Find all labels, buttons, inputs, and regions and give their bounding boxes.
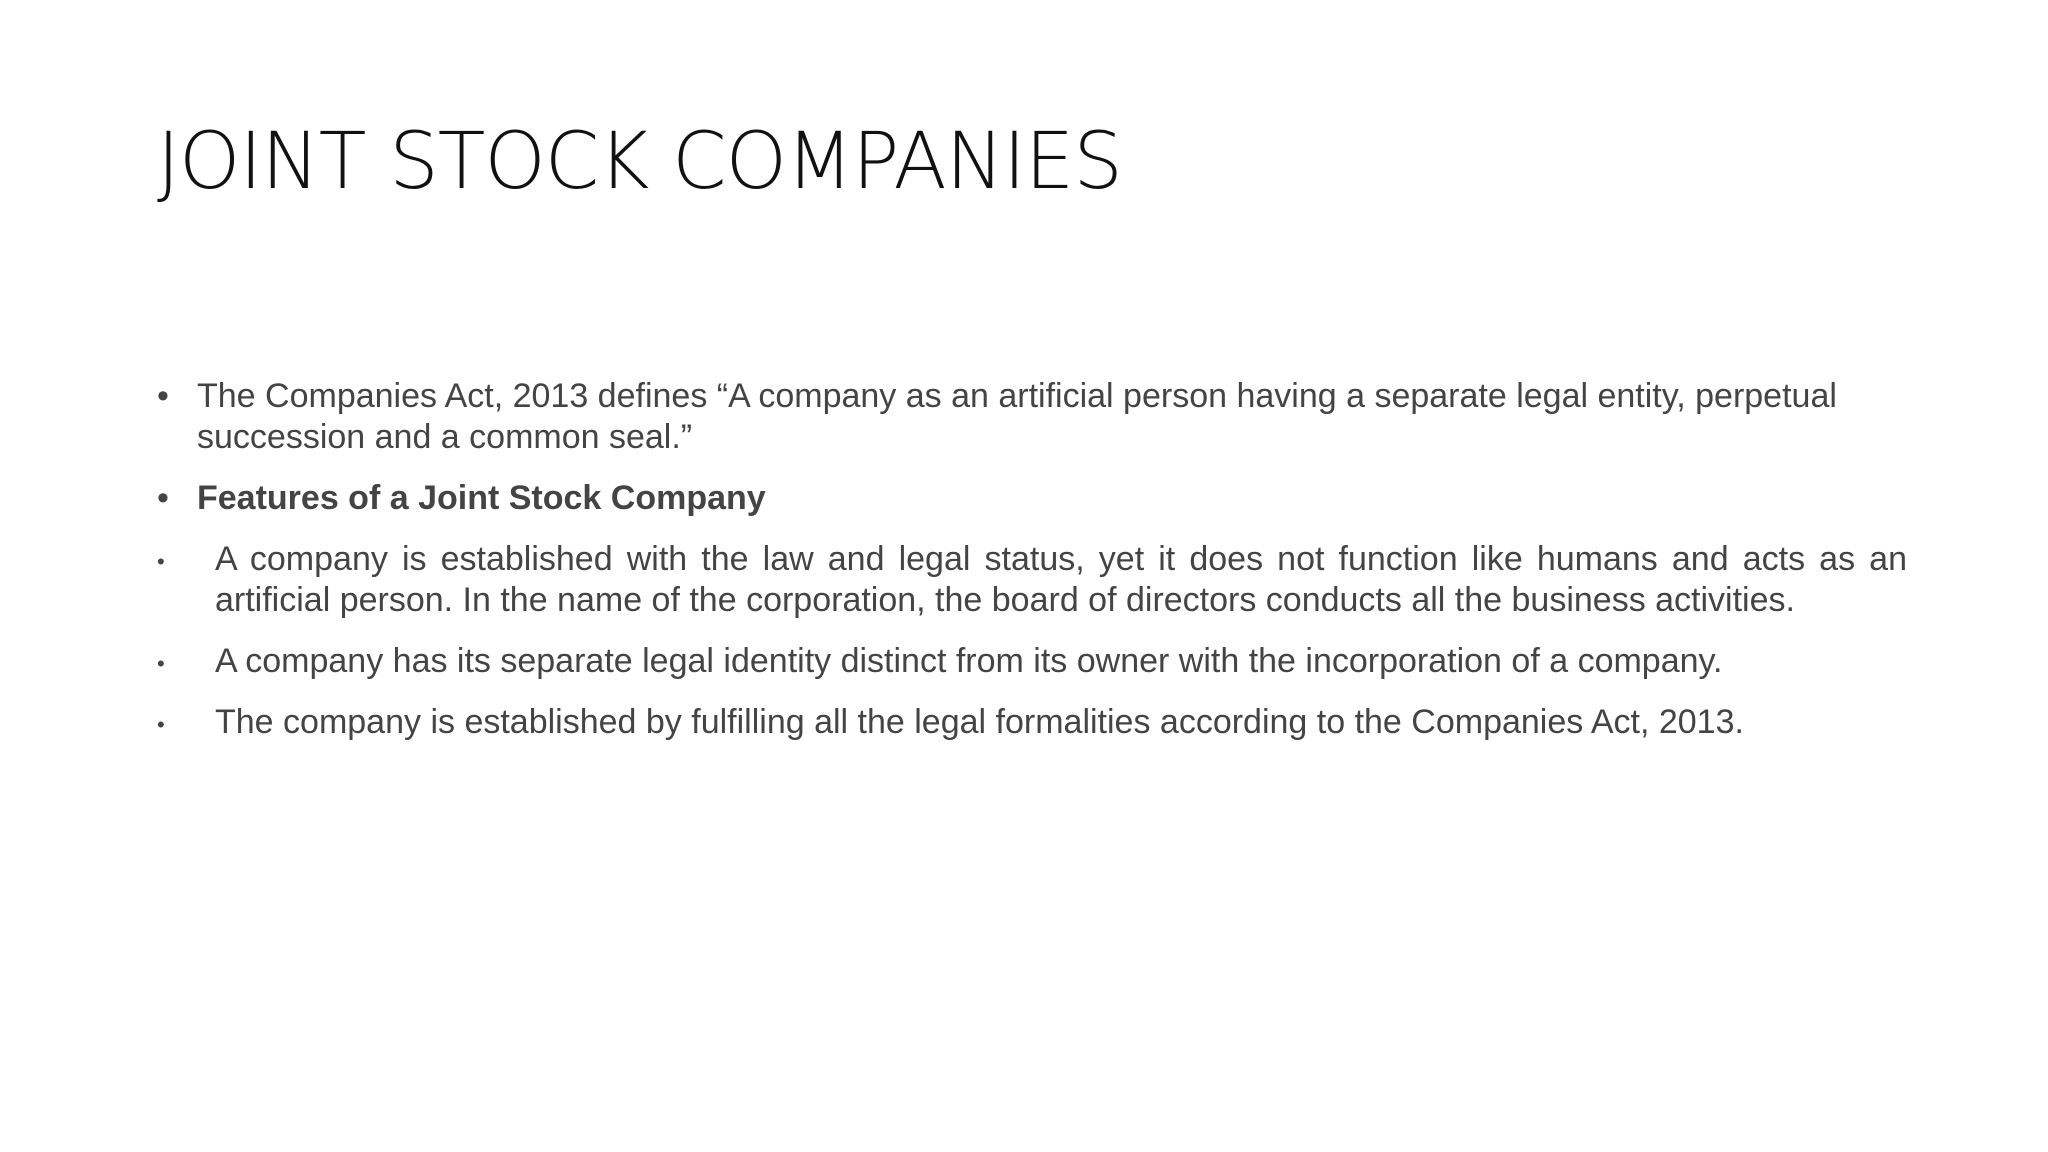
bullet-text: A company has its separate legal identity distinct from its owner with the incorporation of a company. — [215, 642, 1723, 680]
bullet-marker: • — [157, 479, 169, 517]
bullet-item-features-heading — [157, 478, 1907, 519]
bullet-marker: • — [157, 651, 165, 676]
bullet-item-definition — [157, 376, 1907, 458]
sub-bullet-item-separate-identity — [157, 641, 1907, 682]
bullet-marker: • — [157, 712, 165, 737]
slide-content — [157, 376, 1907, 763]
bullet-marker: • — [157, 549, 165, 574]
bullet-marker: • — [157, 377, 169, 415]
sub-bullet-item-legal-formalities — [157, 702, 1907, 743]
bullet-text: The company is established by fulfilling all the legal formalities according to the Companies Act, 2013. — [215, 703, 1744, 741]
bullet-text: Features of a Joint Stock Company — [197, 479, 766, 517]
bullet-text: A company is established with the law and legal status, yet it does not function like humans and acts as an artificial person. In the name of the corporation, the board of directors conducts all the business activities. — [215, 540, 1907, 619]
sub-bullet-item-artificial-person — [157, 539, 1907, 621]
slide-title: JOINT STOCK COMPANIES — [157, 117, 1122, 207]
bullet-text: The Companies Act, 2013 defines “A company as an artificial person having a separate legal entity, perpetual succession and a common seal.” — [197, 377, 1837, 456]
